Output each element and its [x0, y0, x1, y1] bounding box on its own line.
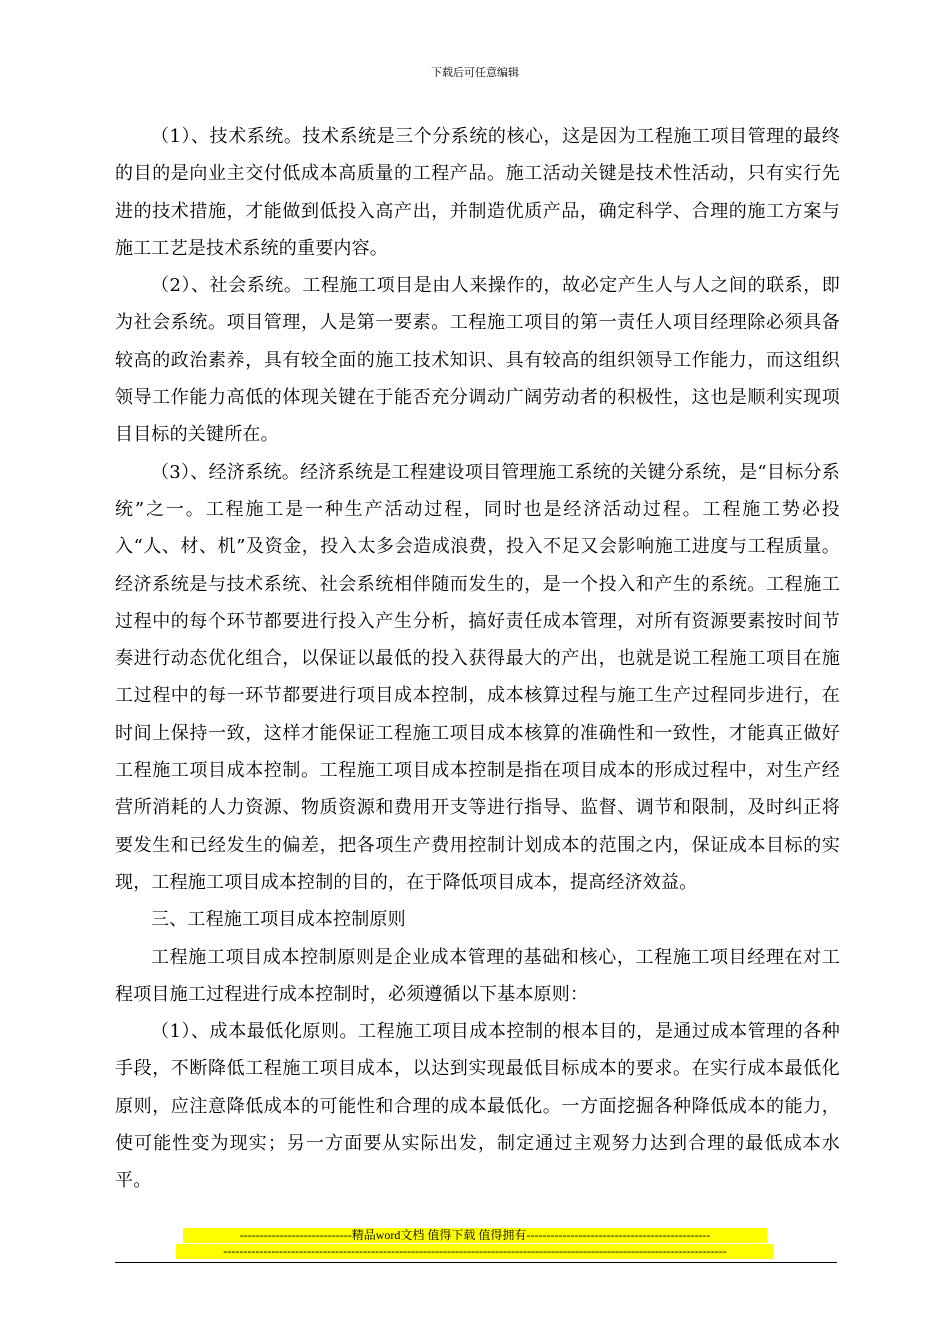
- footer-banner-text-1: ----------------------------精品word文档 值得下载 值得拥有----------------------------------------------: [183, 1228, 767, 1243]
- page-header-note: 下载后可任意编辑: [431, 66, 519, 79]
- section-heading-cost-control-principles: 三、工程施工项目成本控制原则: [151, 909, 406, 931]
- paragraph-cost-minimization: （1）、成本最低化原则。工程施工项目成本控制的根本目的，是通过成本管理的各种手段，不断降低工程施工项目成本，以达到实现最低目标成本的要求。在实行成本最低化原则，应注意降低成本的可能性和合理的成本最低化。一方面挖掘各种降低成本的能力，使可能性变为现实；另一方面要从实际出发，制定通过主观努力达到合理的最低成本水平。: [115, 1021, 840, 1192]
- footer-banner-line-2: [0, 1244, 950, 1263]
- paragraph-technical-system: （1）、技术系统。技术系统是三个分系统的核心，这是因为工程施工项目管理的最终的目的是向业主交付低成本高质量的工程产品。施工活动关键是技术性活动，只有实行先进的技术措施，才能做到低投入高产出，并制造优质产品，确定科学、合理的施工方案与施工工艺是技术系统的重要内容。: [115, 126, 840, 259]
- paragraph-economic-system: （3）、经济系统。经济系统是工程建设项目管理施工系统的关键分系统，是“目标分系统”之一。工程施工是一种生产活动过程，同时也是经济活动过程。工程施工势必投入“人、材、机”及资金，投入太多会造成浪费，投入不足又会影响施工进度与工程质量。经济系统是与技术系统、社会系统相伴随而发生的，是一个投入和产生的系统。工程施工过程中的每个环节都要进行投入产生分析，搞好责任成本管理，对所有资源要素按时间节奏进行动态优化组合，以保证以最低的投入获得最大的产出，也就是说工程施工项目在施工过程中的每一环节都要进行项目成本控制，成本核算过程与施工生产过程同步进行，在时间上保持一致，这样才能保证工程施工项目成本核算的准确性和一致性，才能真正做好工程施工项目成本控制。工程施工项目成本控制是指在项目成本的形成过程中，对生产经营所消耗的人力资源、物质资源和费用开支等进行指导、监督、调节和限制，及时纠正将要发生和已经发生的偏差，把各项生产费用控制计划成本的范围之内，保证成本目标的实现，工程施工项目成本控制的目的，在于降低项目成本，提高经济效益。: [115, 461, 840, 893]
- paragraph-principles-intro: 工程施工项目成本控制原则是企业成本管理的基础和核心，工程施工项目经理在对工程项目施工过程进行成本控制时，必须遵循以下基本原则：: [115, 946, 840, 1005]
- footer-banner-text-2: ------------------------------------------------------------------------------------------------------------------------------: [176, 1244, 774, 1259]
- paragraph-social-system: （2）、社会系统。工程施工项目是由人来操作的，故必定产生人与人之间的联系，即为社会系统。项目管理，人是第一要素。工程施工项目的第一责任人项目经理除必须具备较高的政治素养，具有较全面的施工技术知识、具有较高的组织领导工作能力，而这组织领导工作能力高低的体现关键在于能否充分调动广阔劳动者的积极性，这也是顺利实现项目目标的关键所在。: [115, 275, 840, 446]
- document-body: [115, 118, 840, 1200]
- footer-divider: [115, 1262, 837, 1263]
